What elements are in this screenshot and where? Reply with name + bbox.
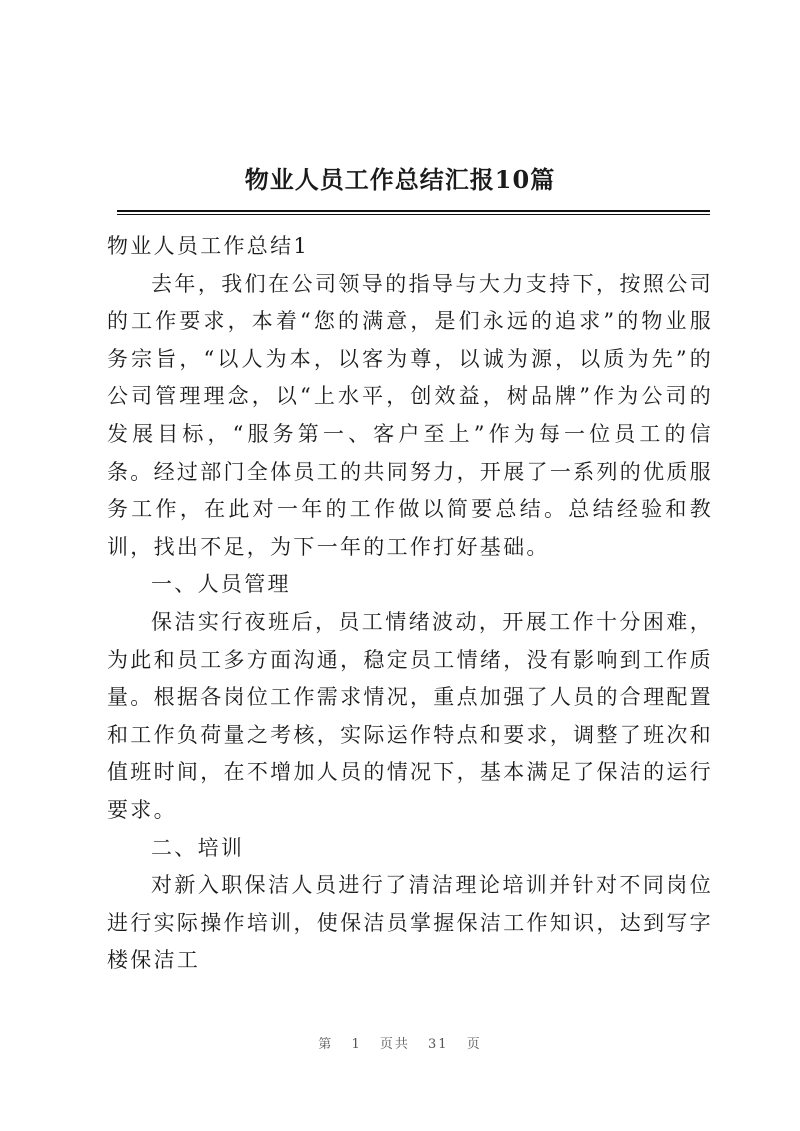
page-footer [0,1033,800,1052]
paragraph-intro: 去年，我们在公司领导的指导与大力支持下，按照公司的工作要求，本着“您的满意，是们永远的追求”的物业服务宗旨，“以人为本，以客为尊，以诚为源，以质为先”的公司管理理念，以“上水平，创效益，树品牌”作为公司的发展目标，“服务第一、客户至上”作为每一位员工的信条。经过部门全体员工的共同努力，开展了一系列的优质服务工作，在此对一年的工作做以简要总结。总结经验和教训，找出不足，为下一年的工作打好基础。 [107,271,713,559]
footer-current-page: 1 [351,1037,362,1052]
paragraph-personnel-management: 保洁实行夜班后，员工情绪波动，开展工作十分困难，为此和员工多方面沟通，稳定员工情绪，没有影响到工作质量。根据各岗位工作需求情况，重点加强了人员的合理配置和工作负荷量之考核，实际运作特点和要求，调整了班次和值班时间，在不增加人员的情况下，基本满足了保洁的运行要求。 [107,609,713,822]
document-body [107,228,713,980]
footer-middle: 页共 [379,1037,410,1052]
footer-suffix: 页 [466,1037,482,1052]
heading-personnel-management: 一、人员管理 [151,572,291,597]
heading-training: 二、培训 [151,835,245,860]
footer-prefix: 第 [318,1037,334,1052]
title-divider-thin [117,214,710,215]
paragraph-training: 对新入职保洁人员进行了清洁理论培训并针对不同岗位进行实际操作培训，使保洁员掌握保洁工作知识，达到写字楼保洁工 [107,873,713,973]
footer-total-pages: 31 [428,1037,449,1052]
document-title: 物业人员工作总结汇报10篇 [244,165,556,194]
title-divider [117,210,710,212]
section-heading: 物业人员工作总结1 [107,234,310,258]
